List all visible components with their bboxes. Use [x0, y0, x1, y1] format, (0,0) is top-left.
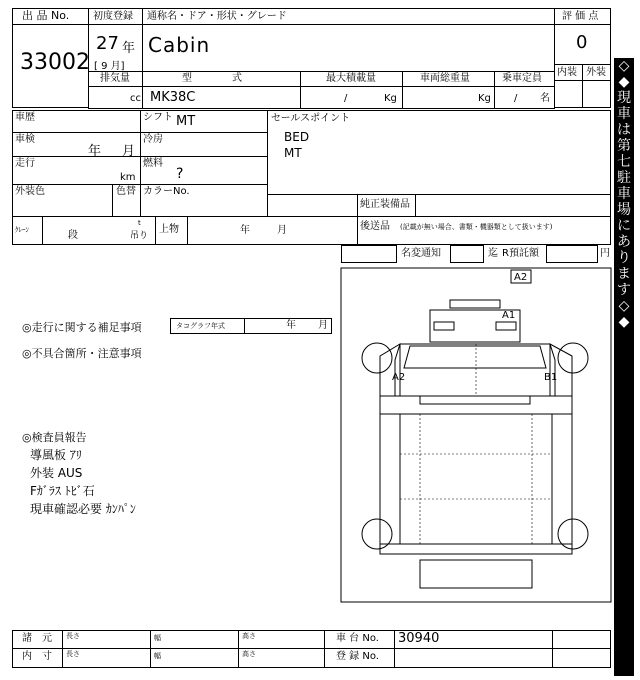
score-value: 0 [576, 32, 588, 53]
color-code-label: カラーNo. [143, 186, 190, 197]
shift-label: シフト [143, 112, 173, 123]
crane-label: ｸﾚｰﾝ [15, 226, 29, 234]
parking-notice-banner [614, 58, 634, 676]
specs-width-label: 幅 [154, 634, 161, 642]
model-label: 型 式 [182, 73, 242, 84]
body-month-unit: 月 [277, 225, 287, 236]
first-registration-month: [ 9 月] [94, 61, 125, 72]
dims-width-label: 幅 [154, 652, 161, 660]
fuel-value: ? [176, 166, 184, 182]
genuine-parts-label: 純正装備品 [360, 199, 410, 210]
inspector-line-3: Fｶﾞﾗｽ ﾄﾋﾞ石 [30, 484, 95, 498]
inspection-year-unit: 年 [88, 144, 102, 159]
year-unit: 年 [122, 41, 136, 56]
driving-notes-label: ◎走行に関する補足事項 [22, 321, 142, 334]
gross-weight-unit: Kg [478, 93, 491, 104]
vehicle-damage-diagram [340, 264, 612, 604]
gross-weight-label: 車両総重量 [420, 73, 470, 84]
sales-point-1: BED [284, 130, 310, 144]
name-change-date-box [341, 245, 397, 263]
diagram-mark-a2-left: A2 [392, 372, 406, 383]
first-registration-year: 27 [96, 33, 119, 54]
tachograph-label: タコグラフ年式 [176, 322, 225, 330]
crane-ton-unit: t [138, 219, 141, 227]
max-load-value: / [344, 93, 348, 104]
lot-number-value: 33002 [20, 50, 90, 75]
diagram-mark-a2-front: A2 [514, 272, 528, 283]
max-load-unit: Kg [384, 93, 397, 104]
r-fee-label: R預託額 [502, 248, 539, 259]
body-year-unit: 年 [240, 225, 250, 236]
inspector-line-4: 現車確認必要 ｶﾝﾊﾟﾝ [30, 502, 136, 516]
sales-point-2: MT [284, 146, 302, 160]
ac-label: 冷房 [143, 134, 163, 145]
vehicle-name-value: Cabin [148, 33, 211, 57]
mileage-unit: km [120, 172, 136, 183]
dims-label: 内 寸 [22, 651, 52, 662]
inspector-report-label: ◎検査員報告 [22, 431, 87, 444]
exterior-color-label: 外装色 [15, 186, 45, 197]
defects-label: ◎不具合箇所・注意事項 [22, 347, 142, 360]
model-value: MK38C [150, 90, 196, 105]
inspector-line-2: 外装 AUS [30, 466, 83, 480]
body-label: 上物 [159, 224, 179, 235]
r-fee-amount-box [546, 245, 598, 263]
name-change-deadline-box [450, 245, 484, 263]
diagram-mark-a1: A1 [502, 310, 516, 321]
capacity-value: / [514, 93, 518, 104]
first-registration-label: 初度登録 [93, 11, 133, 22]
specs-height-label: 高さ [242, 632, 256, 640]
exterior-label: 外装 [586, 67, 606, 78]
max-load-label: 最大積載量 [326, 73, 376, 84]
inspection-label: 車検 [15, 134, 35, 145]
fuel-label: 燃料 [143, 158, 163, 169]
inspection-month-unit: 月 [122, 144, 136, 159]
lot-number-label: 出 品 No. [22, 9, 70, 22]
sales-point-label: セールスポイント [271, 113, 351, 124]
dims-height-label: 高さ [242, 650, 256, 658]
inspector-line-1: 導風板 ｱﾘ [30, 448, 82, 462]
vehicle-name-label: 通称名・ドア・形状・グレード [147, 11, 287, 22]
deadline-label: 迄 [488, 248, 498, 259]
capacity-label: 乗車定員 [502, 73, 542, 84]
later-delivery-label: 後送品 [360, 221, 390, 232]
tachograph-year-unit: 年 [286, 320, 296, 331]
displacement-label: 排気量 [100, 73, 130, 84]
crane-hang-unit: 吊り [130, 231, 149, 241]
diagram-mark-b1: B1 [544, 372, 558, 383]
name-change-label: 名変通知 [401, 248, 441, 259]
parking-notice-text: ◇◆現車は第七駐車場にあります◇◆ [617, 58, 631, 330]
specs-length-label: 長さ [66, 632, 80, 640]
yen-unit: 円 [600, 248, 610, 259]
tachograph-month-unit: 月 [318, 320, 328, 331]
chassis-label: 車 台 No. [336, 633, 379, 644]
score-label: 評 価 点 [562, 11, 599, 22]
displacement-unit: cc [130, 93, 141, 104]
specs-label: 諸 元 [22, 633, 52, 644]
history-label: 車歴 [15, 112, 35, 123]
shift-value: MT [176, 114, 196, 129]
mileage-label: 走行 [15, 158, 35, 169]
color-change-label: 色替 [116, 186, 136, 197]
capacity-unit: 名 [540, 93, 550, 104]
later-delivery-note: (記載が無い場合、書類・機器類として扱います) [400, 223, 553, 231]
registration-label: 登 録 No. [336, 651, 379, 662]
footer-table [12, 630, 611, 668]
dims-length-label: 長さ [66, 650, 80, 658]
chassis-value: 30940 [398, 631, 440, 646]
crane-stage-unit: 段 [68, 230, 78, 241]
interior-label: 内装 [557, 67, 577, 78]
